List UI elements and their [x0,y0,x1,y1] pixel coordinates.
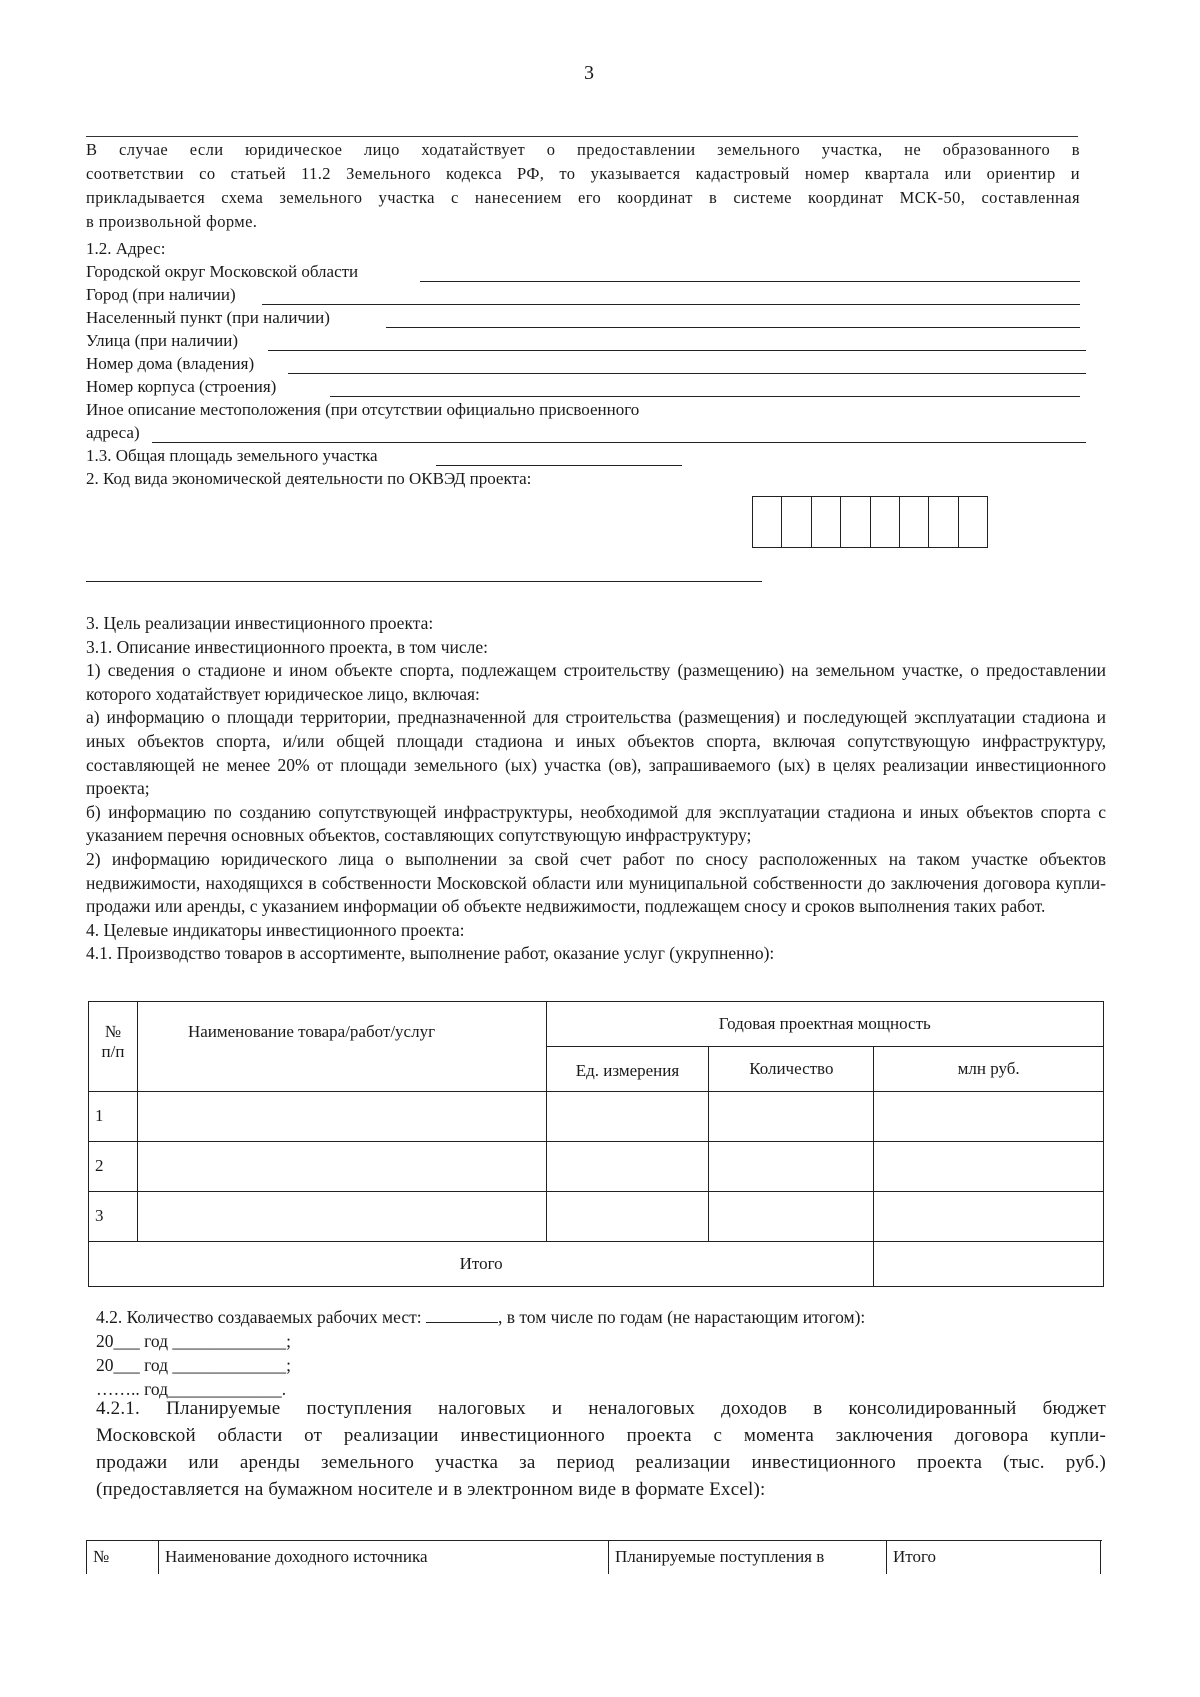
okved-description-line[interactable] [86,581,762,582]
revenue-col-name: Наименование доходного источника [158,1540,605,1574]
okved-cell[interactable] [928,497,957,547]
p421-line: Московской области от реализации инвестиционного проекта с момента заключения договора купли- [96,1425,1106,1446]
address-street-input-line[interactable] [268,350,1086,351]
row-number: 2 [89,1142,138,1192]
table-cell[interactable] [546,1192,709,1242]
intro-line: прикладывается схема земельного участка с нанесением его координат в системе координат МСК-50, составленная [86,188,1080,207]
okved-code-boxes[interactable] [752,496,988,548]
area-label: 1.3. Общая площадь земельного участка [86,446,378,465]
row-number: 1 [89,1092,138,1142]
address-field-district: Городской округ Московской области [86,262,359,281]
revenue-col-total: Итого [886,1540,1093,1574]
header-unit: Ед. измерения [546,1047,709,1092]
intro-paragraph [86,138,1080,234]
table-cell[interactable] [137,1192,546,1242]
top-divider [86,136,1078,137]
okved-cell[interactable] [870,497,899,547]
table-cell[interactable] [874,1192,1104,1242]
intro-line: соответствии со статьей 11.2 Земельного кодекса РФ, то указывается кадастровый номер квартала или ориентир и [86,164,1080,183]
okved-cell[interactable] [781,497,810,547]
address-building-input-line[interactable] [330,396,1080,397]
address-other-description-cont: адреса) [86,423,140,442]
jobs-input-line[interactable] [426,1305,498,1323]
address-district-input-line[interactable] [420,281,1080,282]
total-label: Итого [89,1242,874,1287]
address-city-input-line[interactable] [262,304,1080,305]
year-line[interactable]: 20___ год _____________; [96,1331,292,1351]
p421-line: 4.2.1. Планируемые поступления налоговых и неналоговых доходов в консолидированный бюджет [96,1398,1106,1419]
p421-line: (предоставляется на бумажном носителе и в электронном виде в формате Excel): [96,1479,766,1500]
section-paragraph: а) информацию о площади территории, предназначенной для строительства (размещения) и последующей эксплуатации стадиона и иных объектов спорта, и/или общей площади стадиона и иных объектов спорта, включая сопутствующую инфраструктуру, составляющей не менее 20% от площади земельного (ых) участка (ов), запрашиваемого (ых) в целях реализации инвестиционного проекта; [86,707,1106,799]
table-cell[interactable] [137,1142,546,1192]
address-field-street: Улица (при наличии) [86,331,238,350]
section-paragraph: 2) информацию юридического лица о выполнении за свой счет работ по сносу расположенных на таком участке объектов недвижимости, находящихся в собственности Московской области или муниципальной собственности до заключения договора купли-продажи или аренды, с указанием информации об объекте недвижимости, подлежащем сносу и сроков выполнения таких работ. [86,848,1106,917]
p421-line: продажи или аренды земельного участка за период реализации инвестиционного проекта (тыс. руб.) [96,1452,1106,1473]
section-4-2-1 [96,1395,1106,1503]
page-number: 3 [584,62,594,84]
okved-label: 2. Код вида экономической деятельности по ОКВЭД проекта: [86,469,532,488]
revenue-table-header [86,1540,1102,1574]
section-paragraph: 3. Цель реализации инвестиционного проекта: [86,613,434,633]
section-4-2 [96,1305,1106,1401]
address-field-city: Город (при наличии) [86,285,236,304]
header-num: № п/п [89,1002,138,1092]
section-paragraph: 1) сведения о стадионе и ином объекте спорта, подлежащем строительству (размещению) на земельном участке, о предоставлении которого ходатайствует юридическое лицо, включая: [86,660,1106,704]
address-other-input-line[interactable] [152,442,1086,443]
section-3-text [86,612,1106,966]
header-name: Наименование товара/работ/услуг [137,1002,546,1092]
okved-cell[interactable] [899,497,928,547]
table-cell[interactable] [546,1092,709,1142]
table-cell[interactable] [874,1092,1104,1142]
intro-line: в произвольной форме. [86,212,258,231]
address-field-settlement: Населенный пункт (при наличии) [86,308,330,327]
intro-line: В случае если юридическое лицо ходатайствует о предоставлении земельного участка, не образованного в [86,140,1080,159]
jobs-by-year-label: , в том числе по годам (не нарастающим итогом): [497,1307,866,1327]
production-table [88,1001,1104,1287]
section-paragraph: 3.1. Описание инвестиционного проекта, в том числе: [86,636,489,657]
okved-cell[interactable] [840,497,869,547]
table-cell[interactable] [137,1092,546,1142]
revenue-col-num: № [86,1540,157,1574]
table-cell[interactable] [709,1142,874,1192]
okved-cell[interactable] [958,497,987,547]
address-other-description: Иное описание местоположения (при отсутствии официально присвоенного [86,400,640,419]
jobs-line [96,1305,1106,1329]
address-field-building: Номер корпуса (строения) [86,377,277,396]
section-paragraph: 4.1. Производство товаров в ассортименте, выполнение работ, оказание услуг (укрупненно): [86,943,775,964]
total-cell[interactable] [874,1242,1104,1287]
address-settlement-input-line[interactable] [386,327,1080,328]
row-number: 3 [89,1192,138,1242]
section-paragraph: б) информацию по созданию сопутствующей инфраструктуры, необходимой для эксплуатации стадиона и иных объектов спорта с указанием перечня основных объектов, составляющих сопутствующую инфраструктуру; [86,801,1106,846]
jobs-label: 4.2. Количество создаваемых рабочих мест: [96,1307,422,1327]
area-input-line[interactable] [436,465,682,466]
table-cell[interactable] [874,1142,1104,1192]
table-cell[interactable] [709,1092,874,1142]
year-line[interactable]: 20___ год _____________; [96,1355,292,1375]
table-cell[interactable] [709,1192,874,1242]
header-capacity: Годовая проектная мощность [546,1002,1103,1047]
header-qty: Количество [709,1047,874,1092]
address-heading: 1.2. Адрес: [86,239,166,258]
address-field-house: Номер дома (владения) [86,354,255,373]
section-paragraph: 4. Целевые индикаторы инвестиционного проекта: [86,919,465,940]
address-house-input-line[interactable] [288,373,1086,374]
table-cell[interactable] [546,1142,709,1192]
okved-cell[interactable] [811,497,840,547]
okved-cell[interactable] [753,497,781,547]
header-rub: млн руб. [874,1047,1104,1092]
year-line[interactable]: …….. год_____________. [96,1379,287,1399]
revenue-col-planned: Планируемые поступления в [608,1540,883,1574]
